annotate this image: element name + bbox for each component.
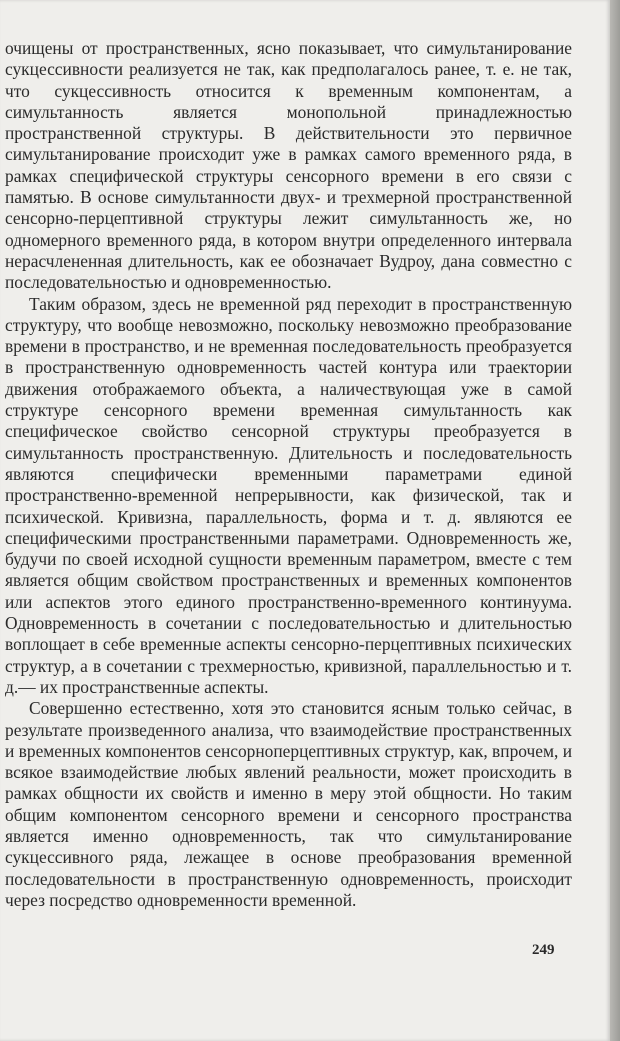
page-number: 249 — [532, 942, 555, 958]
paragraph-1: очищены от пространственных, ясно показывает, что симультанирование сукцессивности реализуется не так, как предполагалось ранее, т. е. не так, что сукцессивность относится к временным компонентам, а симультанность является монопольной принадлежностью пространственной структуры. В действительности это первичное симультанирование происходит уже в рамках самого временного ряда, в рамках специфической структуры сенсорного времени в его связи с памятью. В основе симультанности двух- и трехмерной пространственной сенсорно-перцептивной структуры лежит симультанность же, но одномерного временного ряда, в котором внутри определенного интервала нерасчлененная длительность, как ее обозначает Вудроу, дана совместно с последовательностью и одновременностью. — [5, 38, 572, 293]
paragraph-2: Таким образом, здесь не временной ряд переходит в пространственную структуру, что вообще невозможно, поскольку невозможно преобразование времени в пространство, и не временная последовательность преобразуется в пространственную одновременность частей контура или траектории движения отображаемого объекта, а наличествующая уже в самой структуре сенсорного времени временная симультанность как специфическое свойство сенсорной структуры преобразуется в симультанность пространственную. Длительность и последовательность являются специфически временными параметрами единой пространственно-временной непрерывности, как физической, так и психической. Кривизна, параллельность, форма и т. д. являются ее специфическими пространственными параметрами. Одновременность же, будучи по своей исходной сущности временным параметром, вместе с тем является общим свойством пространственных и временных компонентов или аспектов этого единого пространственно-временного континуума. Одновременность в сочетании с последовательностью и длительностью воплощает в себе временные аспекты сенсорно-перцептивных психических структур, а в сочетании с трехмерностью, кривизной, параллельностью и т. д.— их пространственные аспекты. — [5, 293, 572, 697]
page-edge — [610, 0, 620, 1041]
paragraph-3: Совершенно естественно, хотя это становится ясным только сейчас, в результате произведенного анализа, что взаимодействие пространственных и временных компонентов сенсорноперцептивных структур, как, впрочем, и всякое взаимодействие любых явлений реальности, может происходить в рамках общности их свойств и именно в меру этой общности. Но таким общим компонентом сенсорного времени и сенсорного пространства является именно одновременность, так что симультанирование сукцессивного ряда, лежащее в основе преобразования временной последовательности в пространственную одновременность, происходит через посредство одновременности временной. — [5, 698, 572, 910]
body-text — [5, 38, 572, 911]
